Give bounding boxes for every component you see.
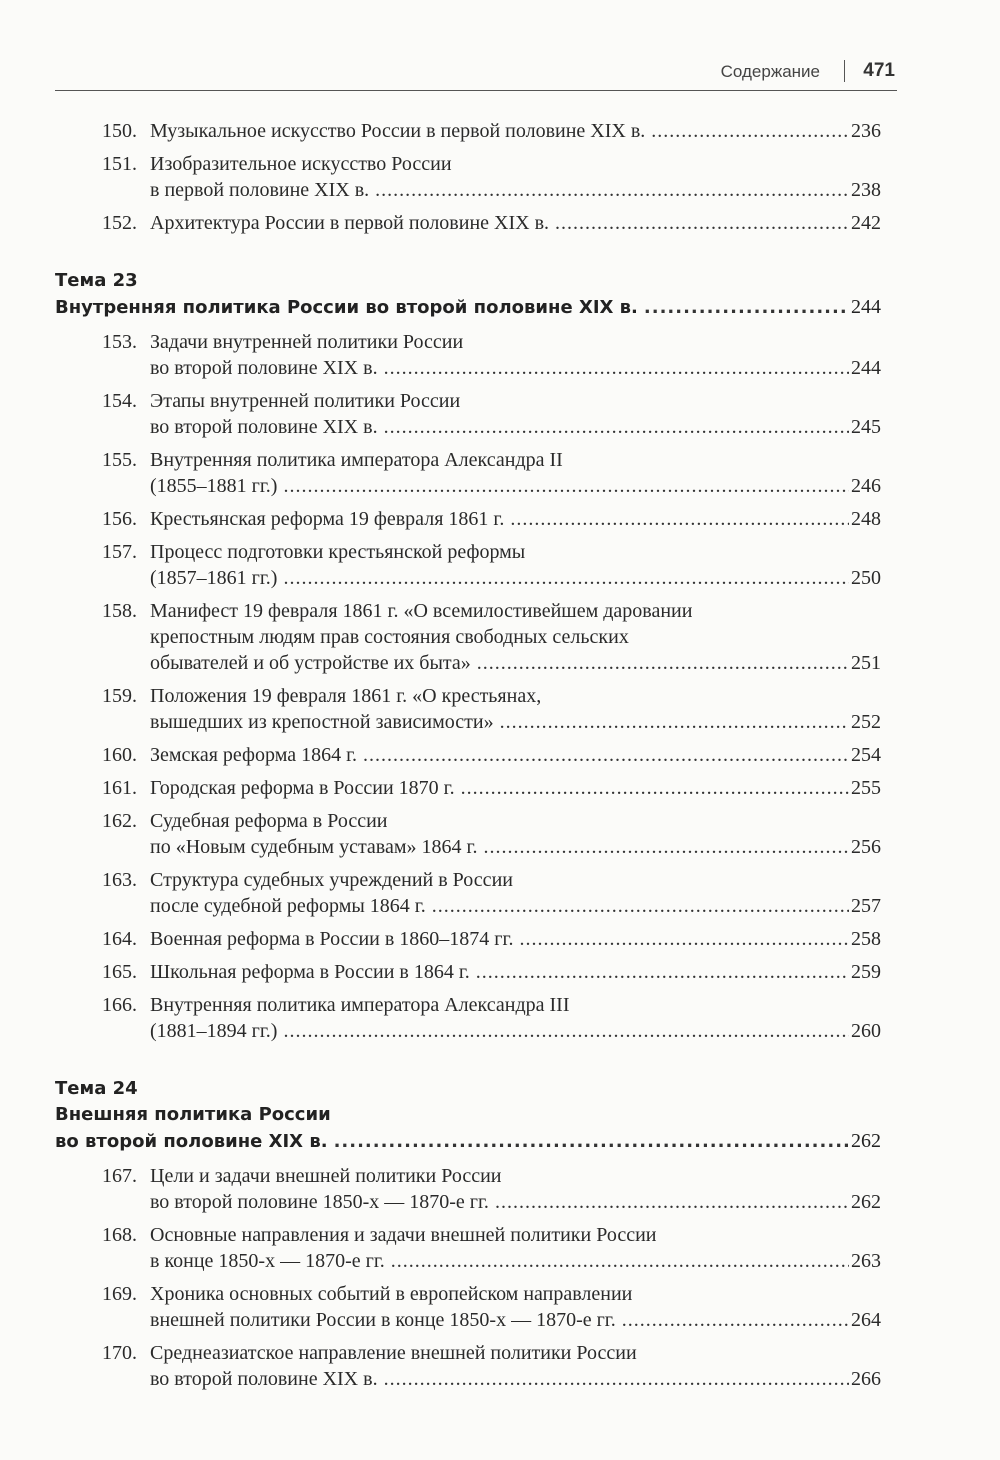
entry-title bbox=[150, 775, 881, 801]
entry-title bbox=[150, 539, 881, 591]
page-ref: 254 bbox=[851, 744, 881, 766]
entry-title bbox=[150, 867, 881, 919]
entry-title bbox=[150, 151, 881, 203]
title-line: крепостным людям прав состояния свободных сельских bbox=[150, 626, 629, 648]
title-line: в конце 1850-х — 1870-е гг. bbox=[150, 1250, 385, 1272]
page-ref: 266 bbox=[851, 1368, 881, 1390]
entry-number: 163. bbox=[102, 869, 137, 891]
page-ref: 258 bbox=[851, 928, 881, 950]
title-last-line bbox=[150, 210, 881, 236]
toc-entry bbox=[55, 1281, 881, 1333]
dot-leader bbox=[461, 775, 849, 801]
title-line: Военная реформа в России в 1860–1874 гг. bbox=[150, 928, 514, 950]
entry-number: 168. bbox=[102, 1224, 137, 1246]
title-line: во второй половине XIX в. bbox=[150, 357, 378, 379]
toc-entry bbox=[55, 808, 881, 860]
title-line: Структура судебных учреждений в России bbox=[150, 869, 513, 891]
entry-title bbox=[150, 329, 881, 381]
dot-leader bbox=[384, 414, 849, 440]
toc-entry bbox=[55, 210, 881, 236]
entry-number: 155. bbox=[102, 449, 137, 471]
dot-leader bbox=[384, 355, 849, 381]
toc-entry bbox=[55, 1163, 881, 1215]
topic-heading bbox=[55, 1076, 881, 1155]
title-line: (1855–1881 гг.) bbox=[150, 475, 278, 497]
entry-title bbox=[150, 742, 881, 768]
entry-number: 165. bbox=[102, 961, 137, 983]
title-last-line bbox=[150, 565, 881, 591]
title-last-line bbox=[150, 834, 881, 860]
entry-number: 152. bbox=[102, 212, 137, 234]
title-line: внешней политики России в конце 1850-х — 1870-е гг. bbox=[150, 1309, 616, 1331]
title-line: Внутренняя политика России во второй половине XIX в. bbox=[55, 297, 638, 318]
topic-number: Тема 24 bbox=[55, 1078, 138, 1099]
title-last-line bbox=[150, 355, 881, 381]
page-ref: 256 bbox=[851, 836, 881, 858]
toc-entry bbox=[55, 118, 881, 144]
topic-title bbox=[55, 1102, 881, 1155]
title-line: обывателей и об устройстве их быта» bbox=[150, 652, 471, 674]
entry-title bbox=[150, 506, 881, 532]
entry-number: 150. bbox=[102, 120, 137, 142]
title-last-line bbox=[150, 775, 881, 801]
entry-number: 170. bbox=[102, 1342, 137, 1364]
page-ref: 242 bbox=[851, 212, 881, 234]
entry-number: 154. bbox=[102, 390, 137, 412]
entry-title bbox=[150, 447, 881, 499]
dot-leader bbox=[391, 1248, 849, 1274]
entry-title bbox=[150, 118, 881, 144]
dot-leader bbox=[622, 1307, 849, 1333]
toc-entry bbox=[55, 447, 881, 499]
entry-number: 164. bbox=[102, 928, 137, 950]
title-line: во второй половине 1850-х — 1870-е гг. bbox=[150, 1191, 489, 1213]
table-of-contents bbox=[55, 118, 881, 1399]
title-last-line bbox=[150, 1189, 881, 1215]
title-line: Манифест 19 февраля 1861 г. «О всемилостивейшем даровании bbox=[150, 600, 693, 622]
title-line: Крестьянская реформа 19 февраля 1861 г. bbox=[150, 508, 505, 530]
toc-entry bbox=[55, 683, 881, 735]
toc-entry bbox=[55, 539, 881, 591]
page-ref: 248 bbox=[851, 508, 881, 530]
title-line: Внутренняя политика императора Александра II bbox=[150, 449, 563, 471]
page-ref: 238 bbox=[851, 179, 881, 201]
title-line: Городская реформа в России 1870 г. bbox=[150, 777, 455, 799]
title-last-line bbox=[150, 959, 881, 985]
topic-number: Тема 23 bbox=[55, 270, 138, 291]
title-last-line bbox=[55, 1128, 881, 1155]
title-line: Земская реформа 1864 г. bbox=[150, 744, 358, 766]
toc-entry bbox=[55, 506, 881, 532]
entry-title bbox=[150, 388, 881, 440]
toc-entry bbox=[55, 598, 881, 676]
entry-title bbox=[150, 959, 881, 985]
title-line: Внешняя политика России bbox=[55, 1104, 331, 1125]
entry-title bbox=[150, 1340, 881, 1392]
entry-number: 169. bbox=[102, 1283, 137, 1305]
title-line: Процесс подготовки крестьянской реформы bbox=[150, 541, 526, 563]
title-last-line bbox=[150, 1307, 881, 1333]
dot-leader bbox=[644, 295, 849, 321]
topic-title bbox=[55, 294, 881, 321]
entry-number: 156. bbox=[102, 508, 137, 530]
page-ref: 263 bbox=[851, 1250, 881, 1272]
title-last-line bbox=[150, 1018, 881, 1044]
toc-entry bbox=[55, 959, 881, 985]
title-line: в первой половине XIX в. bbox=[150, 179, 370, 201]
title-line: Школьная реформа в России в 1864 г. bbox=[150, 961, 470, 983]
page-ref: 236 bbox=[851, 120, 881, 142]
dot-leader bbox=[651, 118, 849, 144]
page-ref: 262 bbox=[851, 1191, 881, 1213]
toc-entry bbox=[55, 775, 881, 801]
page-ref: 246 bbox=[851, 475, 881, 497]
dot-leader bbox=[283, 1018, 849, 1044]
title-last-line bbox=[150, 473, 881, 499]
title-last-line bbox=[150, 893, 881, 919]
dot-leader bbox=[555, 210, 849, 236]
title-line: по «Новым судебным уставам» 1864 г. bbox=[150, 836, 478, 858]
title-last-line bbox=[150, 506, 881, 532]
entry-number: 166. bbox=[102, 994, 137, 1016]
title-line: во второй половине XIX в. bbox=[150, 1368, 378, 1390]
entry-number: 158. bbox=[102, 600, 137, 622]
entry-title bbox=[150, 683, 881, 735]
page-ref: 259 bbox=[851, 961, 881, 983]
page-ref: 251 bbox=[851, 652, 881, 674]
page-ref: 262 bbox=[851, 1130, 881, 1152]
title-last-line bbox=[150, 926, 881, 952]
title-line: (1857–1861 гг.) bbox=[150, 567, 278, 589]
dot-leader bbox=[283, 565, 849, 591]
dot-leader bbox=[375, 177, 849, 203]
page-ref: 252 bbox=[851, 711, 881, 733]
toc-entry bbox=[55, 926, 881, 952]
entry-title bbox=[150, 1222, 881, 1274]
title-last-line bbox=[150, 414, 881, 440]
title-line: Задачи внутренней политики России bbox=[150, 331, 464, 353]
dot-leader bbox=[283, 473, 849, 499]
page-ref: 255 bbox=[851, 777, 881, 799]
dot-leader bbox=[510, 506, 849, 532]
page-ref: 257 bbox=[851, 895, 881, 917]
title-line: Основные направления и задачи внешней политики России bbox=[150, 1224, 657, 1246]
title-line: после судебной реформы 1864 г. bbox=[150, 895, 426, 917]
entry-number: 162. bbox=[102, 810, 137, 832]
title-last-line bbox=[55, 294, 881, 321]
toc-entry bbox=[55, 329, 881, 381]
title-last-line bbox=[150, 650, 881, 676]
section-title: Содержание bbox=[720, 62, 820, 81]
page-ref: 245 bbox=[851, 416, 881, 438]
title-last-line bbox=[150, 742, 881, 768]
title-line: Изобразительное искусство России bbox=[150, 153, 452, 175]
dot-leader bbox=[384, 1366, 849, 1392]
running-header bbox=[55, 56, 897, 91]
entry-title bbox=[150, 1281, 881, 1333]
page-ref: 244 bbox=[851, 296, 881, 318]
title-last-line bbox=[150, 709, 881, 735]
entry-title bbox=[150, 210, 881, 236]
dot-leader bbox=[476, 959, 849, 985]
toc-entry bbox=[55, 151, 881, 203]
entry-number: 161. bbox=[102, 777, 137, 799]
title-last-line bbox=[150, 177, 881, 203]
dot-leader bbox=[483, 834, 849, 860]
entry-number: 167. bbox=[102, 1165, 137, 1187]
title-line: Среднеазиатское направление внешней политики России bbox=[150, 1342, 637, 1364]
entry-title bbox=[150, 598, 881, 676]
title-line: Судебная реформа в России bbox=[150, 810, 388, 832]
entry-number: 157. bbox=[102, 541, 137, 563]
page-ref: 250 bbox=[851, 567, 881, 589]
title-line: Архитектура России в первой половине XIX в. bbox=[150, 212, 550, 234]
title-line: во второй половине XIX в. bbox=[55, 1131, 328, 1152]
entry-number: 159. bbox=[102, 685, 137, 707]
dot-leader bbox=[334, 1129, 849, 1155]
entry-title bbox=[150, 808, 881, 860]
toc-entry bbox=[55, 1340, 881, 1392]
page-ref: 260 bbox=[851, 1020, 881, 1042]
toc-entry bbox=[55, 992, 881, 1044]
dot-leader bbox=[363, 742, 849, 768]
entry-title bbox=[150, 992, 881, 1044]
toc-entry bbox=[55, 1222, 881, 1274]
dot-leader bbox=[432, 893, 849, 919]
title-line: вышедших из крепостной зависимости» bbox=[150, 711, 494, 733]
topic-heading bbox=[55, 268, 881, 321]
title-line: Хроника основных событий в европейском направлении bbox=[150, 1283, 633, 1305]
entry-number: 160. bbox=[102, 744, 137, 766]
header-separator bbox=[844, 60, 846, 82]
dot-leader bbox=[495, 1189, 849, 1215]
entry-number: 153. bbox=[102, 331, 137, 353]
title-line: во второй половине XIX в. bbox=[150, 416, 378, 438]
title-line: Цели и задачи внешней политики России bbox=[150, 1165, 502, 1187]
page-ref: 264 bbox=[851, 1309, 881, 1331]
entry-title bbox=[150, 926, 881, 952]
page-ref: 244 bbox=[851, 357, 881, 379]
title-line: Этапы внутренней политики России bbox=[150, 390, 461, 412]
title-line: Положения 19 февраля 1861 г. «О крестьянах, bbox=[150, 685, 542, 707]
dot-leader bbox=[519, 926, 849, 952]
dot-leader bbox=[500, 709, 849, 735]
title-last-line bbox=[150, 1248, 881, 1274]
toc-entry bbox=[55, 742, 881, 768]
title-last-line bbox=[150, 118, 881, 144]
title-line: Музыкальное искусство России в первой половине XIX в. bbox=[150, 120, 646, 142]
page-number: 471 bbox=[863, 60, 895, 81]
entry-title bbox=[150, 1163, 881, 1215]
title-line: (1881–1894 гг.) bbox=[150, 1020, 278, 1042]
title-last-line bbox=[150, 1366, 881, 1392]
toc-entry bbox=[55, 867, 881, 919]
dot-leader bbox=[477, 650, 849, 676]
entry-number: 151. bbox=[102, 153, 137, 175]
toc-entry bbox=[55, 388, 881, 440]
title-line: Внутренняя политика императора Александра III bbox=[150, 994, 570, 1016]
